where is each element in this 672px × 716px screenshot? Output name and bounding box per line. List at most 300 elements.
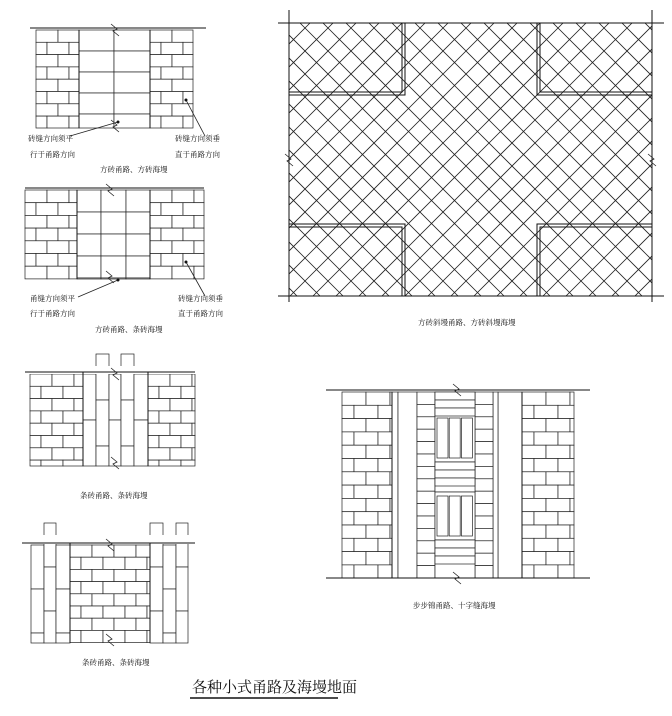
brick (558, 405, 574, 418)
brick (69, 67, 79, 79)
panel-brick-walkway-brick-paving (20, 354, 200, 500)
walkway-strip (398, 392, 417, 578)
brick (36, 254, 58, 267)
walkway-brick (176, 611, 188, 643)
brick (342, 512, 354, 525)
panel-6-pattern (18, 523, 203, 646)
brick (161, 254, 183, 267)
brick (172, 79, 193, 91)
leader-right-arrow (185, 261, 188, 264)
brick (148, 460, 159, 466)
brick (161, 228, 183, 241)
walkway-tile (114, 30, 150, 51)
step-horizontal (435, 548, 475, 556)
step-brick (475, 528, 493, 540)
step-brick (475, 516, 493, 528)
brick (70, 606, 81, 618)
diag-line-b (0, 638, 672, 716)
brick (522, 565, 534, 578)
brick (558, 485, 574, 498)
brick (114, 545, 136, 557)
brick (183, 228, 204, 241)
brick (150, 55, 172, 67)
brick (378, 512, 392, 525)
brick (366, 498, 390, 511)
brick (161, 67, 183, 79)
step-brick (475, 553, 493, 565)
walkway-brick (44, 611, 56, 643)
brick (36, 79, 58, 91)
walkway-tile (126, 234, 150, 256)
brick (150, 67, 161, 79)
walkway-tile (101, 212, 126, 234)
brick (366, 472, 390, 485)
brick (172, 215, 194, 228)
walkway-brick (31, 545, 44, 589)
brick (36, 203, 58, 216)
diag-line-a (0, 0, 672, 16)
walkway-brick (150, 567, 163, 611)
brick (354, 512, 378, 525)
walkway-brick (44, 523, 56, 567)
walkway-brick (121, 354, 134, 400)
brick (378, 459, 392, 472)
brick (58, 79, 79, 91)
walkway-brick (121, 446, 134, 466)
brick (161, 42, 183, 54)
brick (181, 436, 195, 448)
panel-stepping-walkway-cross-joint-paving (320, 384, 595, 610)
walkway-tile (79, 72, 114, 93)
brick (36, 55, 58, 67)
walkway-tile (77, 212, 101, 234)
step-brick (417, 491, 435, 503)
panel-2-pattern (25, 184, 205, 297)
brick (74, 448, 83, 460)
panel-2-note-left-line2: 行于甬路方向 (30, 309, 75, 318)
brick (125, 582, 147, 594)
brick (342, 432, 354, 445)
brick (342, 485, 354, 498)
brick (41, 460, 63, 466)
brick (161, 92, 183, 104)
brick (172, 55, 193, 67)
walkway-tile (126, 212, 150, 234)
step-brick (475, 392, 493, 404)
walkway-brick (121, 400, 134, 446)
brick (47, 215, 69, 228)
brick (63, 386, 83, 398)
brick (52, 423, 74, 435)
walkway-brick (176, 567, 188, 611)
step-brick (417, 504, 435, 516)
brick (36, 92, 47, 104)
brick (161, 203, 183, 216)
brick (70, 545, 92, 557)
brick (570, 472, 574, 485)
brick (522, 485, 534, 498)
step-brick (475, 466, 493, 478)
panel-1-note-left-line1: 砖缝方向须平 (28, 134, 73, 143)
walkway-tile (77, 278, 101, 279)
step-brick (475, 404, 493, 416)
brick (183, 116, 193, 128)
brick (136, 594, 150, 606)
walkway-tile (101, 278, 126, 279)
brick (570, 445, 574, 458)
brick (92, 618, 114, 630)
brick (148, 374, 170, 386)
brick (41, 436, 63, 448)
brick (47, 67, 69, 79)
brick (25, 215, 47, 228)
panel-6-caption: 条砖甬路、条砖海墁 (82, 658, 150, 667)
brick (172, 30, 193, 42)
brick (25, 228, 36, 241)
brick (30, 386, 41, 398)
walkway-strip (498, 392, 522, 578)
brick (30, 460, 41, 466)
brick (354, 565, 378, 578)
panel-square-walkway-square-paving (28, 24, 220, 174)
brick (522, 459, 534, 472)
brick (150, 203, 161, 216)
brick (25, 266, 47, 279)
walkway-brick (96, 446, 109, 466)
brick (170, 448, 192, 460)
walkway-brick (109, 420, 121, 466)
brick (47, 241, 69, 254)
brick (58, 30, 79, 42)
brick (192, 374, 195, 386)
step-brick (417, 392, 435, 404)
brick (194, 266, 204, 279)
brick (150, 92, 161, 104)
brick (161, 116, 183, 128)
step-brick (417, 566, 435, 578)
brick (70, 582, 81, 594)
walkway-brick (83, 374, 96, 420)
brick (70, 618, 92, 630)
brick (103, 630, 125, 642)
brick (342, 392, 366, 405)
brick (25, 190, 47, 203)
brick (558, 432, 574, 445)
brick (92, 569, 114, 581)
walkway-tile (114, 93, 150, 114)
brick (522, 498, 546, 511)
brick (172, 104, 193, 116)
brick (342, 459, 354, 472)
brick (114, 569, 136, 581)
brick (534, 538, 558, 551)
brick (522, 419, 546, 432)
brick (47, 92, 69, 104)
brick (36, 104, 58, 116)
panel-1-note-left-line2: 行于甬路方向 (30, 150, 75, 159)
main-title: 各种小式甬路及海墁地面 (192, 678, 358, 696)
brick (47, 42, 69, 54)
brick (52, 399, 74, 411)
brick (114, 618, 136, 630)
brick (342, 552, 366, 565)
brick (570, 525, 574, 538)
brick (148, 448, 170, 460)
brick (58, 254, 77, 267)
step-brick (417, 516, 435, 528)
brick (534, 459, 558, 472)
brick (546, 392, 570, 405)
brick (570, 498, 574, 511)
walkway-brick (134, 420, 148, 466)
brick (70, 557, 81, 569)
brick (378, 432, 392, 445)
brick (570, 552, 574, 565)
brick (570, 392, 574, 405)
brick (534, 405, 558, 418)
brick (52, 374, 74, 386)
brick (47, 266, 69, 279)
brick (69, 241, 77, 254)
walkway-brick (56, 633, 70, 643)
brick (150, 190, 172, 203)
walkway-tile (126, 190, 150, 212)
brick (81, 606, 103, 618)
walkway-brick (56, 589, 70, 633)
brick (342, 525, 366, 538)
brick (546, 552, 570, 565)
panel-2-note-right-line2: 直于甬路方向 (178, 309, 223, 318)
brick (522, 392, 546, 405)
brick (125, 630, 147, 642)
brick (159, 386, 181, 398)
walkway-brick (134, 374, 148, 420)
brick (148, 423, 170, 435)
brick (25, 203, 36, 216)
brick (47, 190, 69, 203)
brick (342, 538, 354, 551)
brick (192, 423, 195, 435)
brick (36, 116, 47, 128)
step-brick (417, 553, 435, 565)
brick (522, 445, 546, 458)
brick (183, 42, 193, 54)
step-brick (475, 566, 493, 578)
brick (69, 116, 79, 128)
brick (558, 538, 574, 551)
walkway-tile (77, 256, 101, 278)
brick (342, 419, 366, 432)
brick (159, 411, 181, 423)
walkway-brick (150, 523, 163, 567)
step-brick (475, 417, 493, 429)
brick (150, 79, 172, 91)
brick (25, 241, 47, 254)
brick (150, 215, 172, 228)
brick (150, 30, 172, 42)
step-brick (475, 479, 493, 491)
brick (103, 606, 125, 618)
brick (148, 411, 159, 423)
brick (70, 630, 81, 642)
brick (136, 569, 150, 581)
step-brick (417, 541, 435, 553)
brick (74, 399, 83, 411)
brick (41, 411, 63, 423)
brick (36, 42, 47, 54)
walkway-tile (126, 278, 150, 279)
brick (136, 618, 150, 630)
brick (342, 498, 366, 511)
brick (70, 569, 92, 581)
panel-brick-walkway-brick-paving-2 (18, 523, 203, 667)
walkway-notch-br (540, 227, 652, 296)
step-brick (475, 442, 493, 454)
walkway-brick (31, 633, 44, 643)
leader-left-arrow (117, 121, 120, 124)
leader-left (78, 280, 118, 297)
walkway-tile (101, 256, 126, 278)
walkway-brick (56, 545, 70, 589)
brick (74, 374, 83, 386)
step-brick (475, 504, 493, 516)
walkway-tile (77, 234, 101, 256)
brick (546, 525, 570, 538)
step-vertical (437, 496, 448, 536)
brick (58, 203, 77, 216)
brick (534, 512, 558, 525)
brick (342, 445, 366, 458)
brick (58, 104, 79, 116)
walkway-brick (150, 611, 163, 643)
brick (30, 411, 41, 423)
brick (92, 545, 114, 557)
panel-1-pattern (30, 24, 206, 136)
brick (181, 411, 195, 423)
brick (41, 386, 63, 398)
walkway-tile (126, 256, 150, 278)
brick (354, 459, 378, 472)
brick (342, 405, 354, 418)
walkway-brick (44, 567, 56, 611)
brick (354, 432, 378, 445)
panel-1-caption: 方砖甬路、方砖海墁 (100, 165, 168, 174)
brick (522, 525, 546, 538)
step-brick (417, 442, 435, 454)
brick (170, 423, 192, 435)
step-horizontal (435, 400, 475, 408)
brick (378, 538, 392, 551)
brick (30, 374, 52, 386)
brick (522, 405, 534, 418)
brick (81, 630, 103, 642)
brick (354, 538, 378, 551)
brick (354, 485, 378, 498)
walkway-brick (96, 354, 109, 400)
step-horizontal (435, 462, 475, 470)
panel-3-caption: 方砖斜墁甬路、方砖斜墁海墁 (418, 318, 516, 327)
brick (52, 448, 74, 460)
brick (181, 460, 195, 466)
brick (366, 419, 390, 432)
walkway-tile (114, 72, 150, 93)
brick (194, 241, 204, 254)
brick (30, 448, 52, 460)
brick (378, 405, 392, 418)
panel-5-pattern (320, 384, 595, 584)
brick (47, 116, 69, 128)
brick (69, 266, 77, 279)
brick (74, 423, 83, 435)
brick (36, 67, 47, 79)
brick (92, 594, 114, 606)
curb-strip (493, 392, 498, 578)
brick (125, 557, 147, 569)
brick (172, 266, 194, 279)
brick (150, 241, 172, 254)
step-brick (417, 528, 435, 540)
brick (30, 423, 52, 435)
leader-left-arrow (117, 279, 120, 282)
brick (125, 606, 147, 618)
brick (378, 565, 392, 578)
curb-strip (392, 392, 398, 578)
walkway-brick (176, 523, 188, 567)
brick (366, 445, 390, 458)
diag-line-a (0, 693, 672, 716)
walkway-brick (109, 374, 121, 420)
brick (534, 432, 558, 445)
walkway-tile (79, 114, 114, 128)
brick (30, 399, 52, 411)
brick (558, 565, 574, 578)
brick (150, 104, 172, 116)
step-brick (475, 491, 493, 503)
step-vertical (437, 418, 448, 458)
brick (25, 254, 36, 267)
walkway-tile (77, 190, 101, 212)
walkway-brick (96, 400, 109, 446)
brick (103, 557, 125, 569)
brick (558, 512, 574, 525)
panel-4-caption: 条砖甬路、条砖海墁 (80, 491, 148, 500)
step-brick (417, 429, 435, 441)
diag-line-b (0, 707, 672, 716)
panel-2-note-left-line1: 甬缝方向须平 (30, 294, 75, 303)
brick (192, 399, 195, 411)
brick (150, 42, 161, 54)
step-brick (417, 479, 435, 491)
brick (63, 411, 83, 423)
brick (522, 432, 534, 445)
brick (546, 498, 570, 511)
walkway-tile (79, 51, 114, 72)
brick (546, 472, 570, 485)
brick (150, 266, 172, 279)
brick (148, 386, 159, 398)
panel-4-pattern (20, 354, 200, 469)
brick (69, 190, 77, 203)
mask-top (20, 366, 200, 374)
step-horizontal (435, 392, 475, 400)
step-horizontal (435, 408, 475, 416)
brick (159, 460, 181, 466)
brick (183, 203, 204, 216)
brick (58, 55, 79, 67)
brick (570, 419, 574, 432)
step-vertical (461, 418, 472, 458)
brick (148, 399, 170, 411)
